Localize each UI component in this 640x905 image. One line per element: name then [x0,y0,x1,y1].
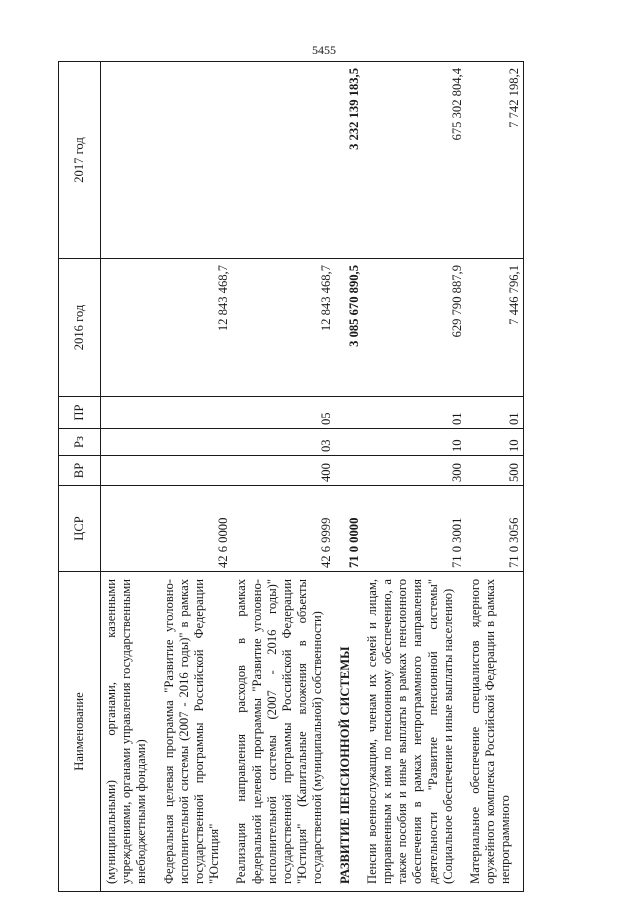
header-rz: Рз [59,429,101,456]
cell-pr: 05 [231,397,334,429]
cell-vr: 400 [231,456,334,486]
header-name: Наименование [59,572,101,892]
table-row [465,62,523,892]
cell-vr: 300 [362,456,465,486]
cell-pr [159,397,232,429]
page-number: 5455 [312,43,336,57]
cell-rz: 03 [231,429,334,456]
cell-name: Пенсии военнослужащим, членам их семей и лицам, приравненным к ним по пенсионному обеспечению, а также пособия и иные выплаты в рамках пенсионного обеспечения в рамках непрограммного направления деятельности "Развитие пенсионной системы" (Социальное обеспечение и иные выплаты населению) [362,572,465,892]
cell-pr [335,397,362,429]
cell-2016: 629 790 887,9 [362,259,465,397]
cell-name: Федеральная целевая программа "Развитие уголовно-исполнительной системы (2007 - 2016 годы)" в рамках государственной программы Российской Федерации "Юстиция" [159,572,232,892]
cell-csr: 71 0 3056 [465,486,523,572]
cell-rz: 10 [362,429,465,456]
cell-2017: 7 742 198,2 [465,62,523,259]
cell-rz: 10 [465,429,523,456]
cell-rz [335,429,362,456]
table-row [159,62,232,892]
cell-csr [101,486,159,572]
header-csr: ЦСР [59,486,101,572]
table-row [362,62,465,892]
cell-2016: 7 446 796,1 [465,259,523,397]
cell-2017 [231,62,334,259]
cell-rz [101,429,159,456]
cell-2017: 3 232 139 183,5 [335,62,362,259]
cell-vr [335,456,362,486]
cell-csr: 71 0 0000 [335,486,362,572]
table-header-row [59,62,101,892]
cell-name: Реализация направления расходов в рамках федеральной целевой программы "Развитие уголовно-исполнительной системы (2007 - 2016 годы)" государственной программы Российской Федерации "Юстиция" (Капитальные вложения в объекты государственной (муниципальной) собственности) [231,572,334,892]
cell-vr: 500 [465,456,523,486]
rotated-table-container [58,62,598,892]
cell-2017: 675 302 804,4 [362,62,465,259]
table-row [231,62,334,892]
header-pr: ПР [59,397,101,429]
cell-name: Материальное обеспечение специалистов ядерного оружейного комплекса Российской Федерации в рамках непрограммного [465,572,523,892]
cell-name: РАЗВИТИЕ ПЕНСИОННОЙ СИСТЕМЫ [335,572,362,892]
cell-vr [159,456,232,486]
cell-pr: 01 [465,397,523,429]
cell-2016: 12 843 468,7 [159,259,232,397]
cell-2016: 3 085 670 890,5 [335,259,362,397]
cell-name: (муниципальными) органами, казенными учреждениями, органами управления государственными внебюджетными фондами) [101,572,159,892]
cell-2017 [159,62,232,259]
cell-2017 [101,62,159,259]
cell-2016 [101,259,159,397]
cell-csr: 71 0 3001 [362,486,465,572]
cell-rz [159,429,232,456]
table-row [101,62,159,892]
cell-pr [101,397,159,429]
cell-csr: 42 6 0000 [159,486,232,572]
cell-vr [101,456,159,486]
table-row-section [335,62,362,892]
cell-pr: 01 [362,397,465,429]
header-vr: ВР [59,456,101,486]
cell-csr: 42 6 9999 [231,486,334,572]
budget-table [58,61,524,892]
cell-2016: 12 843 468,7 [231,259,334,397]
header-2016: 2016 год [59,259,101,397]
header-2017: 2017 год [59,62,101,259]
